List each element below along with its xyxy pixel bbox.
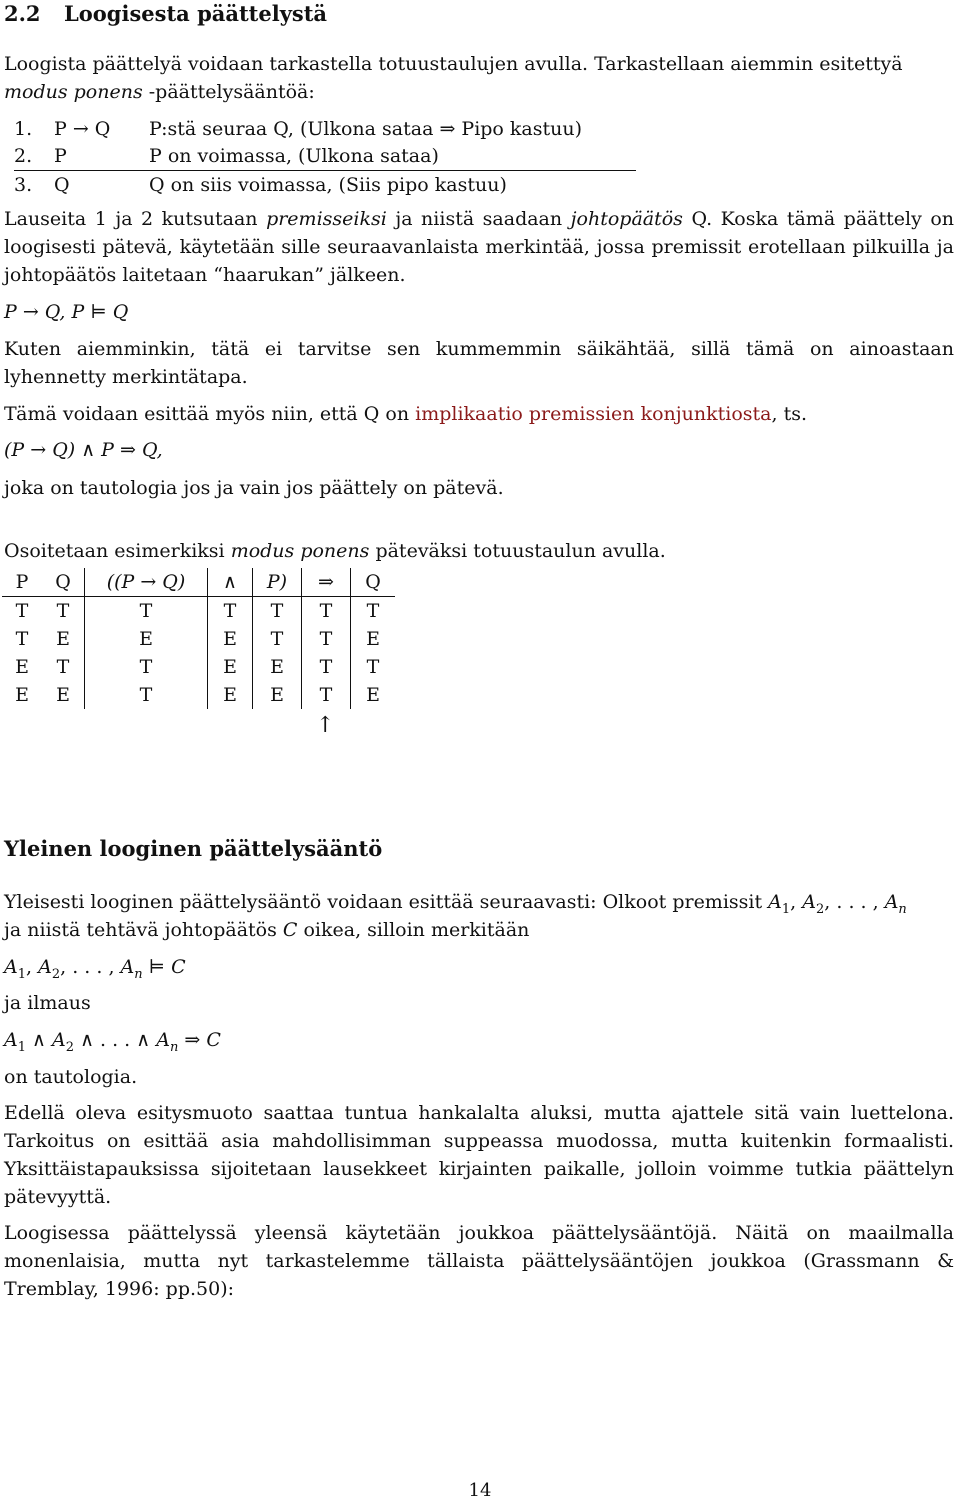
general-rule-paragraph: Yleisesti looginen päättelysääntö voidaan esittää seuraavasti: Olkoot premissit $A_1$, $A_2$, . . . , $A_n$ ja niistä tehtävä johtopäätös C oikea, silloin merkitään xyxy=(4,891,907,941)
general-entailment-formula: $A_1$, $A_2$, . . . , $A_n$ ⊨ C xyxy=(4,956,186,982)
intro-paragraph: Loogista päättelyä voidaan tarkastella totuustaulujen avulla. Tarkastellaan aiemmin esitettyä modus ponens -päättelysääntöä: xyxy=(4,53,903,103)
validity-paragraph: joka on tautologia jos ja vain jos päättely on pätevä. xyxy=(4,477,504,499)
table-row: T T T T T T T xyxy=(2,597,395,626)
tautology-label: on tautologia. xyxy=(4,1066,138,1088)
entailment-formula: P → Q, P ⊨ Q xyxy=(4,301,129,323)
tautology-column-arrow-icon: ↑ xyxy=(316,713,335,738)
subsection-heading: Yleinen looginen päättelysääntö xyxy=(4,836,383,861)
conclusion-term: johtopäätös xyxy=(570,208,683,230)
rules-intro-paragraph: Loogisessa päättelyssä yleensä käytetään joukkoa päättelysääntöjä. Näitä on maailmalla monenlaisia, mutta nyt tarkastelemme tällaista päättelysääntöjen joukkoa (Grassmann & Tremblay, 1996: pp.50): xyxy=(4,1222,954,1300)
page-number: 14 xyxy=(468,1480,492,1501)
truth-table xyxy=(2,568,395,709)
implication-paragraph: Tämä voidaan esittää myös niin, että Q on implikaatio premissien konjunktiosta, ts. xyxy=(4,403,808,425)
table-row: T E E E T T E xyxy=(2,625,395,653)
section-heading xyxy=(4,0,954,28)
premises-paragraph: Lauseita 1 ja 2 kutsutaan premisseiksi ja niistä saadaan johtopäätös Q. Koska tämä päättely on loogisesti pätevä, käytetään sille seuraavanlaista merkintää, jossa premissit erotellaan pilkuilla ja johtopäätös laitetaan “haarukan” jälkeen. xyxy=(4,208,954,286)
section-title: Loogisesta päättelystä xyxy=(64,1,328,26)
section-number: 2.2 xyxy=(4,1,41,26)
explanation-paragraph: Edellä oleva esitysmuoto saattaa tuntua hankalalta aluksi, mutta ajattele sitä vain luettelona. Tarkoitus on esittää asia mahdollisimman suppeassa muodossa, mutta kuitenkin formaalisti. Yksittäistapauksissa sijoitetaan lausekkeet kirjainten paikalle, jolloin voimme tutkia päättelyn pätevyyttä. xyxy=(4,1102,954,1208)
general-implication-formula: $A_1$ ∧ $A_2$ ∧ . . . ∧ $A_n$ ⇒ C xyxy=(4,1029,221,1055)
expression-label: ja ilmaus xyxy=(4,992,91,1014)
tautology-formula: (P → Q) ∧ P ⇒ Q, xyxy=(4,439,163,461)
implication-link[interactable]: implikaatio premissien konjunktiosta xyxy=(415,403,772,425)
shorthand-paragraph: Kuten aiemminkin, tätä ei tarvitse sen kummemmin säikähtää, sillä tämä on ainoastaan lyhennetty merkintätapa. xyxy=(4,338,954,388)
table-header-row: P Q ((P → Q) ∧ P) ⇒ Q xyxy=(2,568,395,597)
list-item: 1. P → Q P:stä seuraa Q, (Ulkona sataa ⇒ Pipo kastuu) xyxy=(14,118,583,140)
modus-ponens-term: modus ponens xyxy=(4,81,143,103)
table-row: E E T E E T E xyxy=(2,681,395,709)
premises-term: premisseiksi xyxy=(266,208,387,230)
list-item: 3. Q Q on siis voimassa, (Siis pipo kastuu) xyxy=(14,174,507,196)
truth-table-intro: Osoitetaan esimerkiksi modus ponens päteväksi totuustaulun avulla. xyxy=(4,540,666,562)
table-row: E T T E E T T xyxy=(2,653,395,681)
list-item: 2. P P on voimassa, (Ulkona sataa) xyxy=(14,145,439,167)
